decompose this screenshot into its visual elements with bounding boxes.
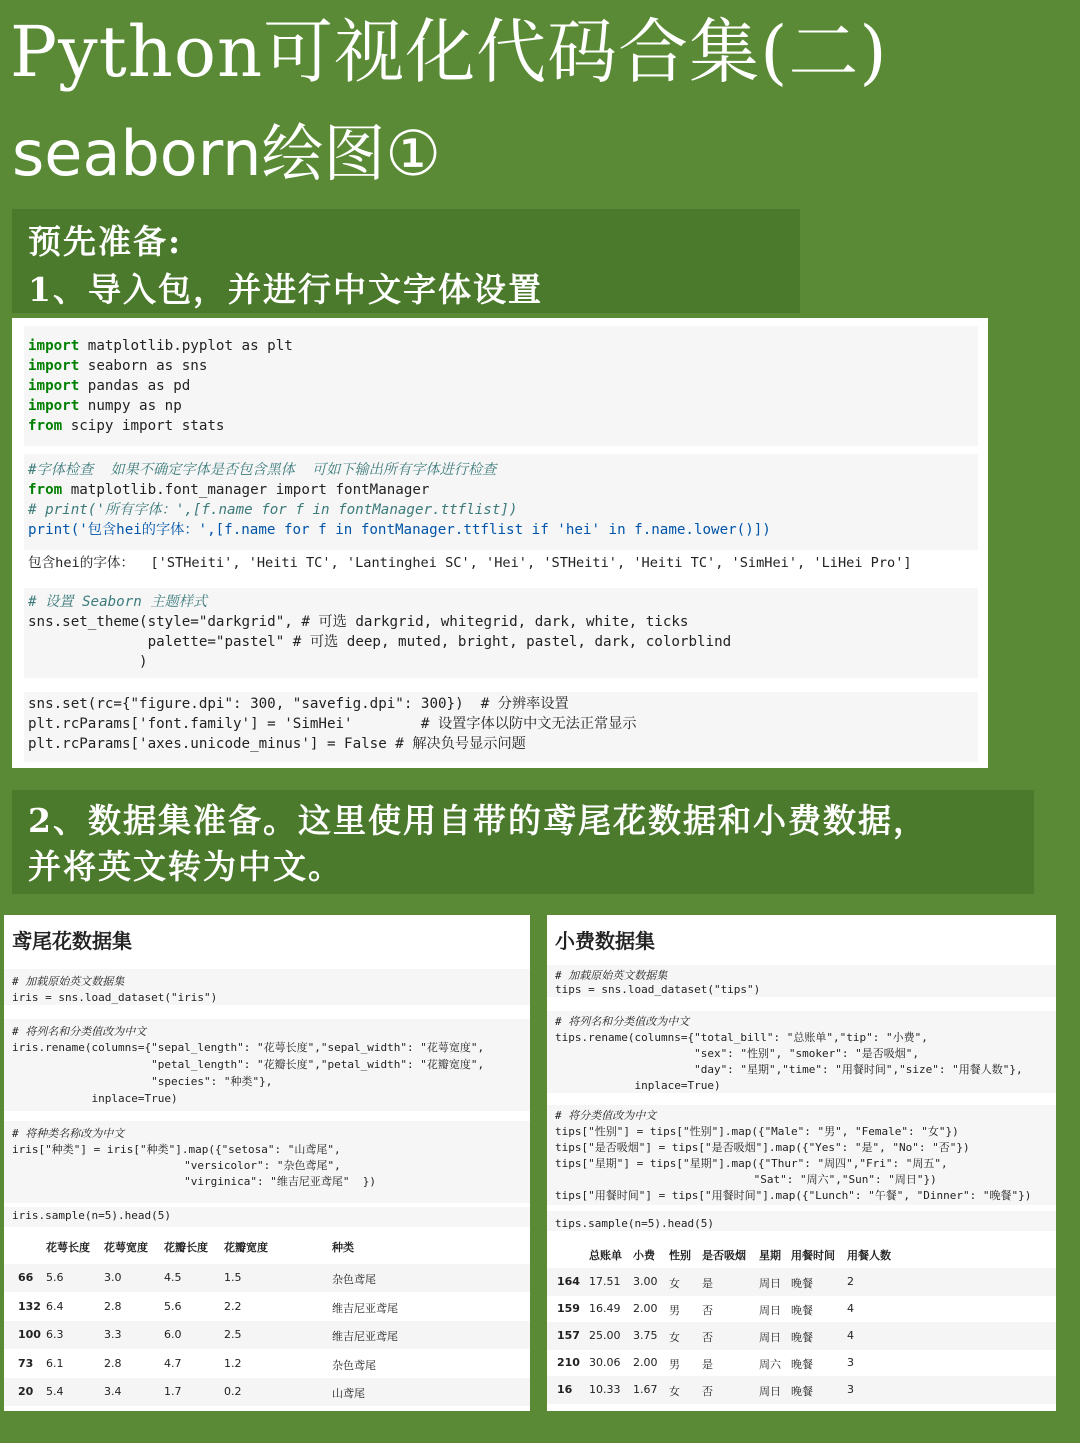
row-index: 164 [557,1275,580,1288]
table-cell: 4 [847,1329,854,1342]
code-line: # 将种类名称改为中文 [12,1127,125,1140]
table-cell: 否 [702,1304,713,1317]
section-header-prep [12,209,800,313]
table-cell: 否 [702,1385,713,1398]
code-comment: # print('所有字体：',[f.name for f in fontManager.ttflist]) [28,502,518,518]
table-cell: 晚餐 [791,1277,813,1290]
table-header: 总账单 [589,1249,622,1262]
table-cell: 1.67 [633,1383,658,1396]
code-line: plt.rcParams['font.family'] = 'SimHei' # 设置字体以防中文无法正常显示 [28,716,637,732]
code-line: "versicolor": "杂色鸢尾", [12,1159,341,1172]
table-cell: 否 [702,1331,713,1344]
row-index: 100 [18,1328,41,1341]
section-header-dataset [12,790,1034,894]
code-line: palette="pastel" # 可选 deep, muted, bright, pastel, dark, colorblind [28,634,732,650]
code-line: tips["星期"] = tips["星期"].map({"Thur": "周四","Fri": "周五", [555,1157,948,1170]
page-subtitle: seaborn绘图① [12,117,442,190]
table-cell: 6.1 [46,1356,64,1370]
section-header-line: 2、数据集准备。这里使用自带的鸢尾花数据和小费数据， [28,801,928,840]
table-cell: 10.33 [589,1383,621,1396]
table-cell: 女 [669,1385,680,1398]
table-header: 用餐人数 [847,1249,891,1262]
table-header: 性别 [669,1249,691,1262]
table-cell: 2.8 [104,1356,122,1370]
table-header: 用餐时间 [791,1249,835,1262]
table-cell: 6.0 [164,1328,182,1341]
table-cell: 3.4 [104,1385,122,1398]
code-line: "Sat": "周六","Sun": "周日"}) [555,1173,937,1186]
table-cell: 山鸢尾 [332,1387,365,1400]
table-cell: 女 [669,1277,680,1290]
table-cell: 3.3 [104,1328,122,1341]
table-header: 是否吸烟 [702,1249,746,1262]
table-cell: 杂色鸢尾 [332,1358,376,1372]
table-cell: 男 [669,1358,680,1371]
iris-table [4,1233,530,1411]
code-line: # 将列名和分类值改为中文 [12,1025,147,1038]
code-line: "species": "种类"}, [12,1075,273,1088]
table-cell: 晚餐 [791,1331,813,1344]
table-cell: 是 [702,1277,713,1290]
code-comment: #字体检查 如果不确定字体是否包含黑体 可如下输出所有字体进行检查 [28,462,497,478]
row-index: 66 [18,1271,34,1284]
code-line: iris.rename(columns={"sepal_length": "花萼长度","sepal_width": "花萼宽度", [12,1041,485,1054]
table-row [4,1264,530,1292]
code-line: iris["种类"] = iris["种类"].map({"setosa": "山鸢尾", [12,1143,341,1156]
table-cell: 1.7 [164,1385,182,1398]
table-cell: 16.49 [589,1302,621,1315]
table-cell: 2.00 [633,1302,658,1315]
table-cell: 周日 [759,1331,781,1344]
table-cell: 女 [669,1331,680,1344]
table-cell: 杂色鸢尾 [332,1273,376,1286]
table-cell: 3.75 [633,1329,658,1342]
row-index: 20 [18,1385,34,1398]
table-cell: 晚餐 [791,1358,813,1371]
table-cell: 0.2 [224,1385,242,1398]
table-cell: 4.7 [164,1356,182,1370]
table-cell: 4.5 [164,1271,182,1284]
table-cell: 2 [847,1275,854,1288]
iris-panel [4,915,530,1411]
code-line: # 将分类值改为中文 [555,1109,657,1122]
section-header-line: 预先准备: [28,222,183,261]
code-line: import matplotlib.pyplot as plt [28,338,293,354]
code-line: # 加载原始英文数据集 [555,969,668,982]
table-header: 花瓣宽度 [224,1241,268,1254]
table-header: 星期 [759,1249,781,1262]
table-cell: 2.8 [104,1299,122,1313]
code-line: plt.rcParams['axes.unicode_minus'] = False # 解决负号显示问题 [28,736,526,752]
table-cell: 周日 [759,1277,781,1290]
section-header-line: 1、导入包，并进行中文字体设置 [28,270,543,309]
table-cell: 3 [847,1356,854,1369]
table-cell: 男 [669,1304,680,1317]
code-line: ) [28,654,148,670]
row-index: 16 [557,1383,573,1396]
code-comment: # 设置 Seaborn 主题样式 [28,594,208,610]
code-line: iris.sample(n=5).head(5) [12,1209,171,1222]
code-line: "sex": "性别", "smoker": "是否吸烟", [555,1047,920,1060]
code-line: # 将列名和分类值改为中文 [555,1015,690,1028]
code-line: "day": "星期","time": "用餐时间","size": "用餐人数"}, [555,1063,1023,1076]
code-line: print('包含hei的字体：',[f.name for f in fontManager.ttflist if 'hei' in f.name.lower()]) [28,522,771,538]
code-line: iris = sns.load_dataset("iris") [12,991,218,1004]
code-line: "virginica": "维吉尼亚鸢尾" }) [12,1175,377,1188]
table-cell: 2.00 [633,1356,658,1369]
table-cell: 30.06 [589,1356,621,1369]
table-cell: 维吉尼亚鸢尾 [332,1330,398,1343]
table-row [4,1321,530,1349]
table-header: 种类 [332,1241,354,1254]
table-cell: 6.4 [46,1299,64,1313]
code-line: inplace=True) [555,1079,721,1092]
code-line: from scipy import stats [28,418,225,434]
table-cell: 晚餐 [791,1385,813,1398]
tips-table [547,1241,1056,1411]
table-cell: 5.6 [164,1299,182,1313]
table-cell: 2.2 [224,1299,242,1313]
table-header: 小费 [633,1249,655,1262]
table-row [4,1378,530,1406]
table-cell: 1.5 [224,1271,242,1284]
table-cell: 维吉尼亚鸢尾 [332,1301,398,1315]
table-cell: 1.2 [224,1356,242,1370]
table-cell: 3.00 [633,1275,658,1288]
table-cell: 3 [847,1383,854,1396]
table-cell: 周日 [759,1304,781,1317]
code-line: # 加载原始英文数据集 [12,975,125,988]
table-cell: 周日 [759,1385,781,1398]
row-index: 73 [18,1356,34,1370]
code-line: from matplotlib.font_manager import fontManager [28,482,430,498]
table-cell: 周六 [759,1358,781,1371]
code-line: import numpy as np [28,398,182,414]
section-header-line: 并将英文转为中文。 [28,847,343,886]
iris-title: 鸢尾花数据集 [12,929,132,953]
table-cell: 6.3 [46,1328,64,1341]
row-index: 210 [557,1356,580,1369]
code-line: tips["性别"] = tips["性别"].map({"Male": "男", "Female": "女"}) [555,1125,959,1138]
code-line: tips.rename(columns={"total_bill": "总账单","tip": "小费", [555,1031,928,1044]
row-index: 157 [557,1329,580,1342]
tips-title: 小费数据集 [555,929,655,953]
table-cell: 5.4 [46,1385,64,1398]
row-index: 132 [18,1299,41,1313]
table-cell: 4 [847,1302,854,1315]
code-line: tips = sns.load_dataset("tips") [555,983,761,996]
code-line: sns.set(rc={"figure.dpi": 300, "savefig.dpi": 300}) # 分辨率设置 [28,696,569,712]
page-title: Python可视化代码合集(二) [10,11,888,93]
row-index: 159 [557,1302,580,1315]
table-cell: 5.6 [46,1271,64,1284]
code-line: tips.sample(n=5).head(5) [555,1217,714,1230]
table-cell: 是 [702,1358,713,1371]
code-block-setup [12,318,988,768]
table-cell: 晚餐 [791,1304,813,1317]
code-line: tips["用餐时间"] = tips["用餐时间"].map({"Lunch": "午餐", "Dinner": "晚餐"}) [555,1189,1032,1202]
code-line: tips["是否吸烟"] = tips["是否吸烟"].map({"Yes": "是", "No": "否"}) [555,1141,970,1154]
table-cell: 25.00 [589,1329,621,1342]
table-header: 花萼宽度 [104,1241,148,1254]
code-line: import seaborn as sns [28,358,208,374]
code-line: sns.set_theme(style="darkgrid", # 可选 darkgrid, whitegrid, dark, white, ticks [28,614,689,630]
table-cell: 17.51 [589,1275,621,1288]
table-header: 花瓣长度 [164,1241,208,1254]
tips-panel [547,915,1056,1411]
code-line: inplace=True) [12,1092,178,1105]
table-cell: 2.5 [224,1328,242,1341]
code-output: 包含hei的字体： ['STHeiti', 'Heiti TC', 'Lantinghei SC', 'Hei', 'STHeiti', 'Heiti TC', 'SimHei', 'LiHei Pro'] [28,555,912,571]
table-header: 花萼长度 [46,1241,90,1254]
code-line: "petal_length": "花瓣长度","petal_width": "花瓣宽度", [12,1058,485,1071]
code-line: import pandas as pd [28,378,191,394]
table-cell: 3.0 [104,1271,122,1284]
